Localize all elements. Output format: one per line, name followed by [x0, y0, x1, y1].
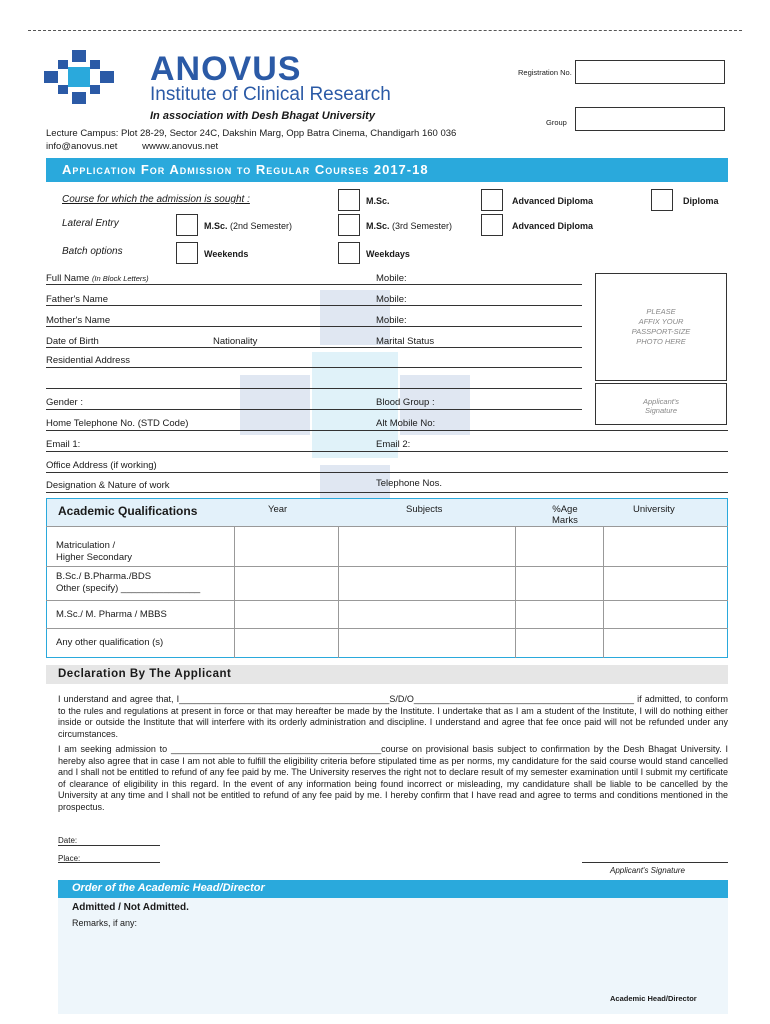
- row-other: Any other qualification (s): [56, 637, 164, 648]
- campus-address: Lecture Campus: Plot 28-29, Sector 24C, Dakshin Marg, Opp Batra Cinema, Chandigarh 160 036: [46, 128, 457, 139]
- blood-group-label: Blood Group :: [376, 397, 435, 408]
- mobile3-label: Mobile:: [376, 315, 407, 326]
- col-divider: [515, 526, 516, 658]
- declaration-title: Declaration By The Applicant: [58, 668, 232, 680]
- row-divider: [46, 566, 728, 567]
- cut-line: [28, 30, 742, 31]
- full-name-text: Full Name: [46, 273, 90, 284]
- msc-2nd-label: [204, 221, 292, 231]
- adv-diploma-label: Advanced Diploma: [512, 196, 594, 206]
- residential-address-label: Residential Address: [46, 355, 130, 366]
- contact-email: info@anovus.net: [46, 141, 118, 152]
- date-field[interactable]: [58, 845, 160, 846]
- institute-name: Institute of Clinical Research: [150, 84, 391, 105]
- weekdays-checkbox[interactable]: [338, 242, 360, 264]
- row-divider: [46, 628, 728, 629]
- msc-2nd-bold: M.Sc.: [204, 221, 228, 231]
- email2-label: Email 2:: [376, 439, 411, 450]
- adv-diploma-checkbox[interactable]: [481, 189, 503, 211]
- msc-2nd-rest: (2nd Semester): [227, 221, 293, 231]
- adv-diploma-lateral-checkbox[interactable]: [481, 214, 503, 236]
- diploma-label: Diploma: [683, 196, 719, 206]
- home-telephone-label: Home Telephone No. (STD Code): [46, 418, 189, 429]
- msc-3rd-checkbox[interactable]: [338, 214, 360, 236]
- signature-line-1: Applicant's: [642, 397, 680, 406]
- email-field[interactable]: [46, 451, 728, 452]
- declaration-paragraph-1: I understand and agree that, I__________________________________________S/D/O____________________________________________ if admitted, to conform to the rules and regulations at present in force or that may hereafter be made by the Institute. I undertake that as I am a student of the Institute, I will do nothing either inside or outside the Institute that will interfere with its orderly administration and discipline. I understand and agree that fee once paid will not be refunded under any circumstances.: [58, 694, 728, 739]
- remarks-label: Remarks, if any:: [72, 918, 138, 928]
- full-name-note: (In Block Letters): [91, 274, 149, 283]
- signature-line-2: Signature: [644, 406, 678, 415]
- msc-3rd-rest: (3rd Semester): [389, 221, 453, 231]
- office-address-field[interactable]: [46, 472, 728, 473]
- admitted-status: Admitted / Not Admitted.: [72, 902, 189, 913]
- brand-name: ANOVUS: [150, 50, 302, 88]
- contact-line: [46, 141, 218, 152]
- msc-3rd-label: [366, 221, 452, 231]
- adv-diploma-lateral-label: Advanced Diploma: [512, 221, 594, 231]
- academic-head-label: Academic Head/Director: [610, 994, 697, 1003]
- batch-options-label: Batch options: [62, 246, 123, 257]
- group-field[interactable]: [575, 107, 725, 131]
- place-field[interactable]: [58, 862, 160, 863]
- row-bsc-1: B.Sc./ B.Pharma./BDS: [56, 571, 152, 582]
- order-title: Order of the Academic Head/Director: [58, 880, 728, 898]
- row-matriculation-1: Matriculation /: [56, 540, 116, 551]
- residential-address-field-2[interactable]: [46, 388, 582, 389]
- dob-field[interactable]: [46, 347, 582, 348]
- col-university: University: [633, 504, 675, 515]
- mobile1-label: Mobile:: [376, 273, 407, 284]
- col-year: Year: [268, 504, 288, 515]
- full-name-label: [46, 273, 149, 284]
- photo-instructions: [595, 307, 727, 347]
- row-bsc: [56, 571, 200, 595]
- lateral-entry-label: Lateral Entry: [62, 218, 119, 229]
- marital-status-label: Marital Status: [376, 336, 435, 347]
- father-name-field[interactable]: [46, 305, 582, 306]
- msc-checkbox[interactable]: [338, 189, 360, 211]
- signature-caption: [595, 397, 727, 415]
- course-question: Course for which the admission is sought :: [62, 194, 250, 205]
- photo-line-2: AFFIX YOUR: [638, 317, 684, 326]
- photo-line-1: PLEASE: [646, 307, 676, 316]
- designation-field[interactable]: [46, 492, 728, 493]
- col-percentage-1: %Age: [552, 504, 578, 515]
- qualifications-title: Academic Qualifications: [58, 504, 198, 518]
- photo-line-4: PHOTO HERE: [636, 337, 686, 346]
- place-label: Place:: [58, 854, 81, 863]
- office-address-label: Office Address (if working): [46, 460, 157, 471]
- row-divider: [46, 526, 728, 527]
- designation-label: Designation & Nature of work: [46, 480, 170, 491]
- form-title: Application For Admission to Regular Courses 2017-18: [46, 158, 728, 182]
- residential-address-field[interactable]: [46, 367, 582, 368]
- col-divider: [603, 526, 604, 658]
- msc-label: M.Sc.: [366, 196, 390, 206]
- home-telephone-field[interactable]: [46, 430, 728, 431]
- gender-label: Gender :: [46, 397, 83, 408]
- col-subjects: Subjects: [406, 504, 443, 515]
- nationality-label: Nationality: [213, 336, 258, 347]
- full-name-field[interactable]: [46, 284, 582, 285]
- anovus-logo-icon: [44, 50, 139, 108]
- declaration-paragraph-2: I am seeking admission to __________________________________________course on provisional basis subject to confirmation by the Desh Bhagat University. I hereby also agree that in case I am not able to fulfill the eligibility criteria before stipulated time as per norms, my candidature for the said course would stand cancelled and I shall not be entitled to refund of any fee paid by me. The University reserves the right not to declare result of my semester examination until I submit my certificate of clearance of eligibility in this regard. In the event of any information being found incorrect or misleading, my candidature shall be liable to be cancelled by the University at any time and I shall not be entitled to refund of any fee paid by me. I hereby confirm that I have read and agree to terms and conditions mentioned in the prospectus.: [58, 744, 728, 812]
- mobile2-label: Mobile:: [376, 294, 407, 305]
- diploma-checkbox[interactable]: [651, 189, 673, 211]
- alt-mobile-label: Alt Mobile No:: [376, 418, 436, 429]
- dob-label: Date of Birth: [46, 336, 99, 347]
- group-label: Group: [546, 118, 567, 127]
- row-matriculation: [56, 540, 132, 564]
- msc-3rd-bold: M.Sc.: [366, 221, 390, 231]
- col-percentage-2: Marks: [552, 515, 578, 526]
- mother-name-label: Mother's Name: [46, 315, 111, 326]
- applicant-signature-label: Applicant's Signature: [610, 866, 685, 875]
- weekends-label: Weekends: [204, 249, 249, 259]
- applicant-signature-field[interactable]: [582, 862, 728, 863]
- registration-field[interactable]: [575, 60, 725, 84]
- weekends-checkbox[interactable]: [176, 242, 198, 264]
- photo-line-3: PASSPORT-SIZE: [631, 327, 691, 336]
- telephone-nos-label: Telephone Nos.: [376, 478, 443, 489]
- father-name-label: Father's Name: [46, 294, 109, 305]
- row-matriculation-2: Higher Secondary: [56, 552, 133, 563]
- col-divider: [338, 526, 339, 658]
- mother-name-field[interactable]: [46, 326, 582, 327]
- contact-website: wwww.anovus.net: [142, 141, 219, 152]
- col-divider: [234, 526, 235, 658]
- email1-label: Email 1:: [46, 439, 81, 450]
- col-percentage: [552, 504, 578, 526]
- row-divider: [46, 600, 728, 601]
- association-text: In association with Desh Bhagat University: [150, 110, 375, 122]
- registration-label: Registration No.: [518, 68, 572, 77]
- weekdays-label: Weekdays: [366, 249, 410, 259]
- gender-field[interactable]: [46, 409, 582, 410]
- date-label: Date:: [58, 836, 78, 845]
- row-bsc-2: Other (specify) _______________: [56, 583, 201, 594]
- row-msc: M.Sc./ M. Pharma / MBBS: [56, 609, 167, 620]
- msc-2nd-checkbox[interactable]: [176, 214, 198, 236]
